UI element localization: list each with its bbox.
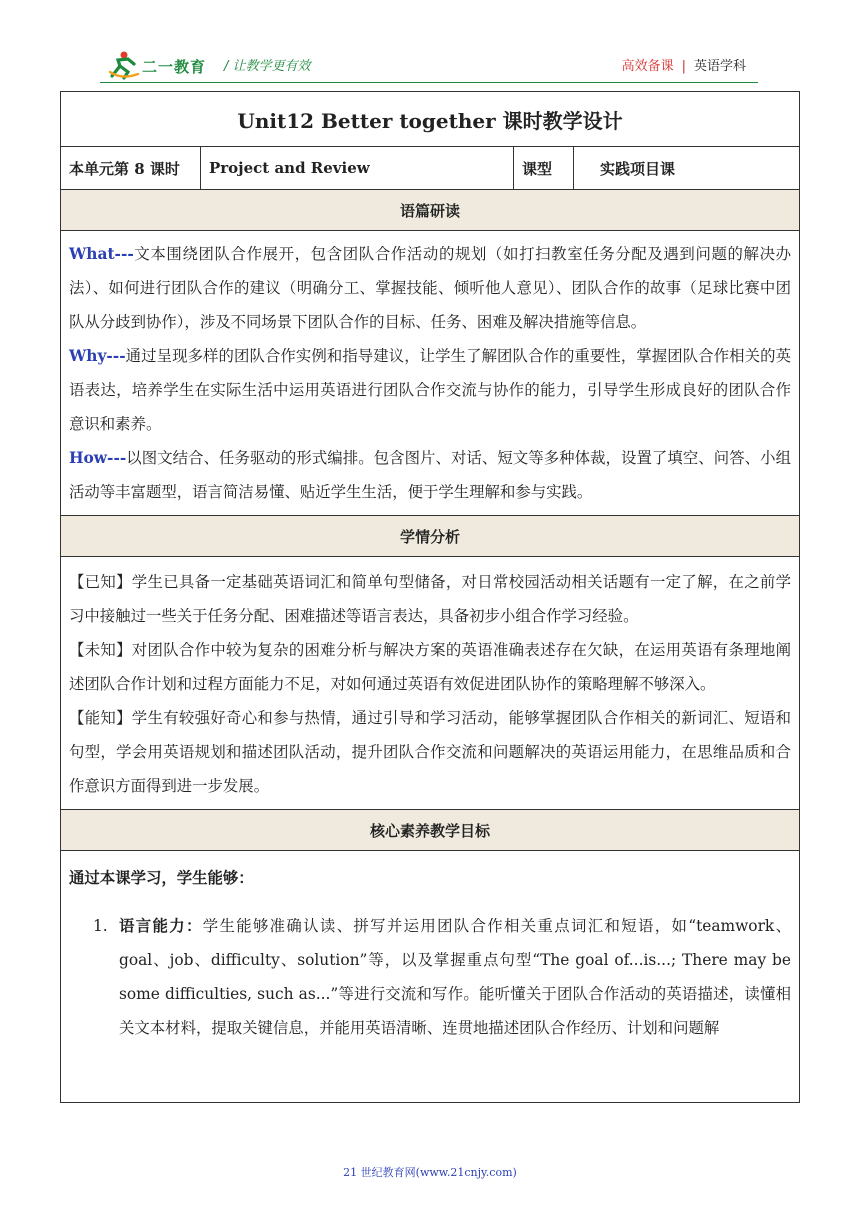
what-paragraph — [69, 237, 791, 339]
unknown-paragraph: 【未知】对团队合作中较为复杂的困难分析与解决方案的英语准确表述存在欠缺，在运用英语有条理地阐述团队合作计划和过程方面能力不足，对如何通过英语有效促进团队协作的策略理解不够深入。 — [69, 641, 791, 693]
lesson-type-value-cell: 实践项目课 — [600, 159, 676, 178]
header-rule — [100, 82, 758, 83]
why-paragraph — [69, 339, 791, 441]
goals-lead-text: 通过本课学习，学生能够： — [69, 869, 254, 887]
lesson-info-row — [61, 147, 799, 190]
header-badge-lesson-prep: 高效备课 — [621, 59, 674, 74]
logo-text: 二一教育 — [142, 58, 207, 76]
header-subject: 英语学科 — [693, 59, 746, 74]
learner-analysis-body — [61, 557, 799, 810]
goal-description: 学生能够准确认读、拼写并运用团队合作相关重点词汇和短语，如“teamwork、goal、job、difficulty、solution”等，以及掌握重点句型“The goal of...is...; There may be some difficulties, such as...”等进行交流和写作。能听懂关于团队合作活动的英语描述，读懂相关文本材料，提取关键信息，并能用英语清晰、连贯地描述团队合作经历、计划和问题解 — [119, 917, 791, 1037]
section-heading-core-goals: 核心素养教学目标 — [61, 810, 799, 851]
what-text: 文本围绕团队合作展开，包含团队合作活动的规划（如打扫教室任务分配及遇到问题的解决办法）、如何进行团队合作的建议（明确分工、掌握技能、倾听他人意见）、团队合作的故事（足球比赛中团队从分歧到协作），涉及不同场景下团队合作的目标、任务、困难及解决措施等信息。 — [69, 245, 791, 331]
document-title: Unit12 Better together 课时教学设计 — [61, 92, 799, 147]
how-paragraph — [69, 441, 791, 509]
header-right — [622, 55, 746, 74]
able-paragraph: 【能知】学生有较强好奇心和参与热情，通过引导和学习活动，能够掌握团队合作相关的新词汇、短语和句型，学会用英语规划和描述团队活动，提升团队合作交流和问题解决的英语运用能力，在思维品质和合作意识方面得到进一步发展。 — [69, 709, 791, 795]
how-keyword: How--- — [69, 449, 127, 467]
slogan: / 让教学更有效 — [224, 59, 311, 74]
lesson-type-label-cell: 课型 — [514, 147, 574, 189]
goal-label: 语言能力： — [119, 917, 203, 935]
page-header — [0, 0, 860, 88]
goal-item-1 — [61, 895, 799, 1045]
known-paragraph: 【已知】学生已具备一定基础英语词汇和简单句型储备，对日常校园活动相关话题有一定了解，在之前学习中接触过一些关于任务分配、困难描述等语言表达，具备初步小组合作学习经验。 — [69, 573, 791, 625]
lesson-number-cell: 本单元第 8 课时 — [61, 147, 201, 189]
text-analysis-body — [61, 231, 799, 516]
page-footer: 21 世纪教育网(www.21cnjy.com) — [343, 1166, 517, 1179]
lesson-name-cell: Project and Review — [201, 147, 514, 189]
goal-text — [119, 909, 791, 1045]
how-text: 以图文结合、任务驱动的形式编排。包含图片、对话、短文等多种体裁，设置了填空、问答、小组活动等丰富题型，语言简洁易懂、贴近学生生活，便于学生理解和参与实践。 — [69, 449, 791, 501]
header-divider: | — [681, 59, 686, 74]
lesson-design-table — [60, 91, 800, 1103]
why-text: 通过呈现多样的团队合作实例和指导建议，让学生了解团队合作的重要性，掌握团队合作相关的英语表达，培养学生在实际生活中运用英语进行团队合作交流与协作的能力，引导学生形成良好的团队合作意识和素养。 — [69, 347, 791, 433]
section-heading-text-analysis: 语篇研读 — [61, 190, 799, 231]
goal-number: 1. — [93, 917, 108, 935]
why-keyword: Why--- — [69, 347, 126, 365]
section-heading-learner-analysis: 学情分析 — [61, 516, 799, 557]
what-keyword: What--- — [69, 245, 134, 263]
